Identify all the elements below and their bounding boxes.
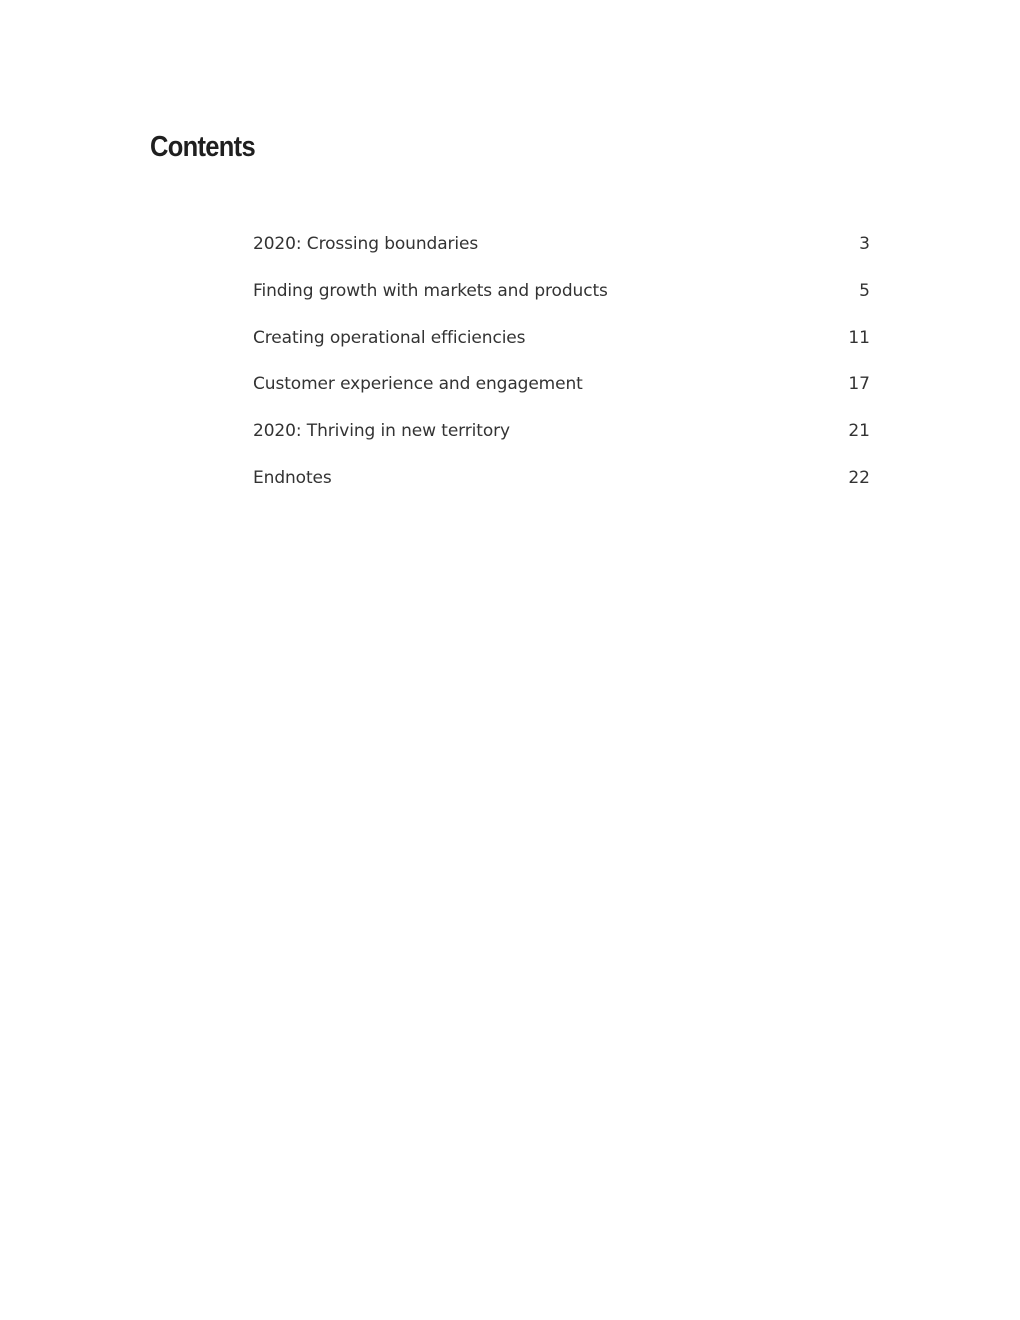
toc-entry-page-number: 11: [848, 327, 870, 348]
toc-entry-label: Creating operational efficiencies: [253, 327, 526, 348]
toc-entry[interactable]: [253, 369, 870, 416]
toc-entry-page-number: 22: [848, 467, 870, 488]
toc-entry-page-number: 17: [848, 374, 870, 395]
toc-entry[interactable]: [253, 229, 870, 276]
toc-entry-label: Endnotes: [253, 467, 332, 488]
toc-entry-label: Customer experience and engagement: [253, 374, 583, 395]
toc-entry-page-number: 5: [859, 280, 870, 301]
toc-entry-page-number: 3: [859, 234, 870, 254]
toc-entry[interactable]: [253, 416, 870, 463]
toc-entry[interactable]: [253, 276, 870, 323]
page-title: Contents: [150, 131, 255, 163]
toc-entry-label: 2020: Thriving in new territory: [253, 421, 511, 442]
toc-entry-label: Finding growth with markets and products: [253, 280, 608, 301]
toc-entry-page-number: 21: [848, 421, 870, 442]
table-of-contents: [253, 229, 870, 510]
toc-entry[interactable]: [253, 323, 870, 370]
toc-entry[interactable]: [253, 463, 870, 510]
toc-entry-label: 2020: Crossing boundaries: [253, 234, 479, 254]
